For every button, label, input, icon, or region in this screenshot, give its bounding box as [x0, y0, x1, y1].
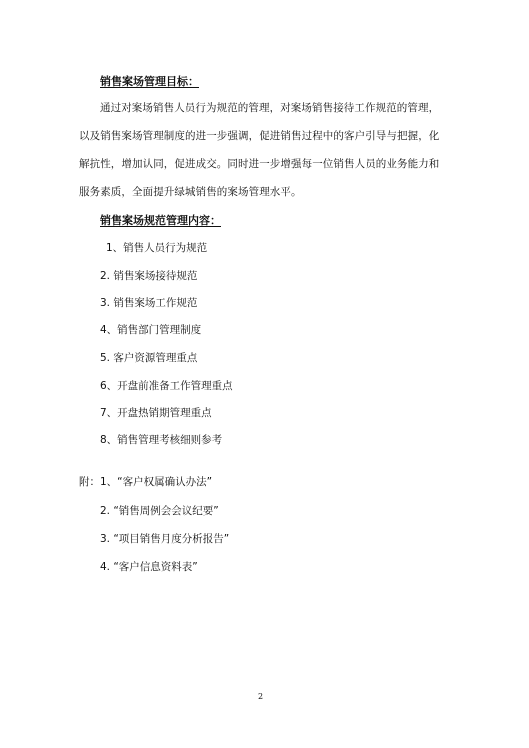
goals-paragraph-line-2: 以及销售案场管理制度的进一步强调，促进销售过程中的客户引导与把握，化 [79, 130, 440, 142]
section-title-goals: 销售案场管理目标： [100, 75, 199, 88]
goals-paragraph-line-3: 解抗性，增加认同，促进成交。同时进一步增强每一位销售人员的业务能力和 [79, 158, 440, 170]
content-list-item-1: 1、销售人员行为规范 [106, 242, 208, 254]
appendix-item-2: 2. “销售周例会会议纪要” [100, 505, 219, 517]
appendix-item-4: 4. “客户信息资料表” [100, 561, 198, 573]
content-list-item-4: 4、销售部门管理制度 [100, 324, 202, 336]
page-number: 2 [258, 692, 264, 701]
appendix-item-1: 附：1、“客户权属确认办法” [79, 476, 213, 488]
section-title-content: 销售案场规范管理内容： [100, 214, 221, 227]
appendix-item-3: 3. “项目销售月度分析报告” [100, 533, 230, 545]
content-list-item-8: 8、销售管理考核细则参考 [100, 434, 223, 446]
goals-paragraph-line-4: 服务素质，全面提升绿城销售的案场管理水平。 [79, 186, 302, 198]
content-list-item-2: 2. 销售案场接待规范 [100, 270, 198, 282]
goals-paragraph-line-1: 通过对案场销售人员行为规范的管理，对案场销售接待工作规范的管理， [100, 102, 440, 114]
content-list-item-5: 5. 客户资源管理重点 [100, 352, 198, 364]
content-list-item-7: 7、开盘热销期管理重点 [100, 407, 212, 419]
content-list-item-3: 3. 销售案场工作规范 [100, 297, 198, 309]
content-list-item-6: 6、开盘前准备工作管理重点 [100, 380, 233, 392]
